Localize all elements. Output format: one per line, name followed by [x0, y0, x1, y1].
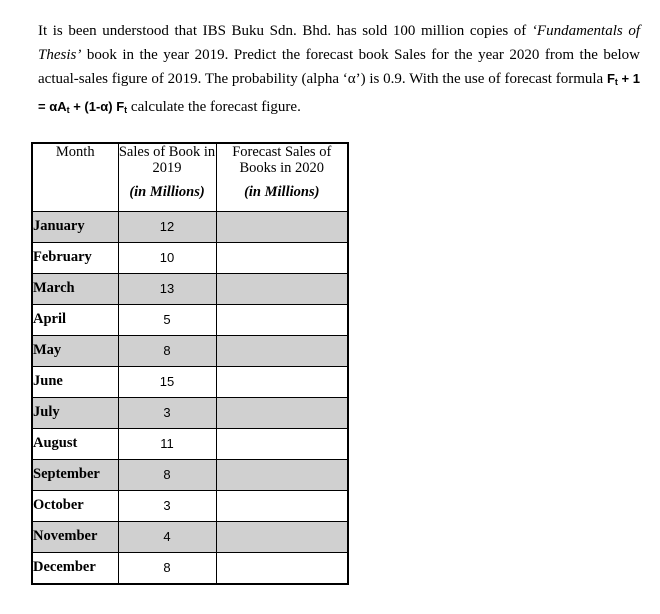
month-cell: May: [32, 335, 118, 366]
forecast-cell[interactable]: [216, 335, 348, 366]
question-paragraph: [38, 20, 640, 122]
table-row: [32, 428, 348, 459]
forecast-cell[interactable]: [216, 211, 348, 242]
header-month: Month: [32, 143, 118, 211]
table-row: [32, 304, 348, 335]
sales-cell: 12: [118, 211, 216, 242]
header-sales-2019: Sales of Book in 2019 (in Millions): [118, 143, 216, 211]
month-cell: June: [32, 366, 118, 397]
month-cell: January: [32, 211, 118, 242]
table-row: [32, 335, 348, 366]
table-row: [32, 366, 348, 397]
month-cell: August: [32, 428, 118, 459]
sales-cell: 8: [118, 552, 216, 584]
forecast-cell[interactable]: [216, 397, 348, 428]
month-cell: March: [32, 273, 118, 304]
forecast-cell[interactable]: [216, 242, 348, 273]
sales-cell: 10: [118, 242, 216, 273]
sales-cell: 3: [118, 490, 216, 521]
sales-cell: 8: [118, 335, 216, 366]
sales-cell: 13: [118, 273, 216, 304]
table-row: [32, 242, 348, 273]
table-row: [32, 490, 348, 521]
table-row: [32, 459, 348, 490]
forecast-cell[interactable]: [216, 304, 348, 335]
month-cell: July: [32, 397, 118, 428]
forecast-formula: $F_t + 1 = \alpha A_t + (1-\alpha)$ $F_t$: [38, 71, 641, 115]
sales-cell: 4: [118, 521, 216, 552]
table-row: [32, 397, 348, 428]
table-body: [32, 211, 348, 584]
forecast-cell[interactable]: [216, 366, 348, 397]
table-row: [32, 273, 348, 304]
month-cell: April: [32, 304, 118, 335]
sales-cell: 3: [118, 397, 216, 428]
table-header-row: [32, 143, 348, 211]
month-cell: February: [32, 242, 118, 273]
table-row: [32, 211, 348, 242]
header-forecast-2020: Forecast Sales of Books in 2020 (in Millions): [216, 143, 348, 211]
month-cell: September: [32, 459, 118, 490]
forecast-cell[interactable]: [216, 490, 348, 521]
table-row: [32, 521, 348, 552]
sales-cell: 15: [118, 366, 216, 397]
book-title: ‘Fundamentals of Thesis’: [38, 23, 640, 63]
sales-cell: 8: [118, 459, 216, 490]
forecast-cell[interactable]: [216, 273, 348, 304]
forecast-cell[interactable]: [216, 428, 348, 459]
question-text-1: It is been understood that IBS Buku Sdn. Bhd. has sold 100 million copies of: [38, 23, 532, 39]
question-text-3: calculate the forecast figure.: [127, 98, 301, 115]
month-cell: October: [32, 490, 118, 521]
month-cell: December: [32, 552, 118, 584]
sales-cell: 11: [118, 428, 216, 459]
table-row: [32, 552, 348, 584]
sales-table: [31, 142, 349, 585]
forecast-cell[interactable]: [216, 521, 348, 552]
month-cell: November: [32, 521, 118, 552]
forecast-cell[interactable]: [216, 552, 348, 584]
forecast-cell[interactable]: [216, 459, 348, 490]
question-text-2: book in the year 2019. Predict the forecast book Sales for the year 2020 from the below actual-sales figure of 2019. The probability (alpha ‘α’) is 0.9. With the use of forecast formula: [38, 46, 640, 87]
sales-cell: 5: [118, 304, 216, 335]
